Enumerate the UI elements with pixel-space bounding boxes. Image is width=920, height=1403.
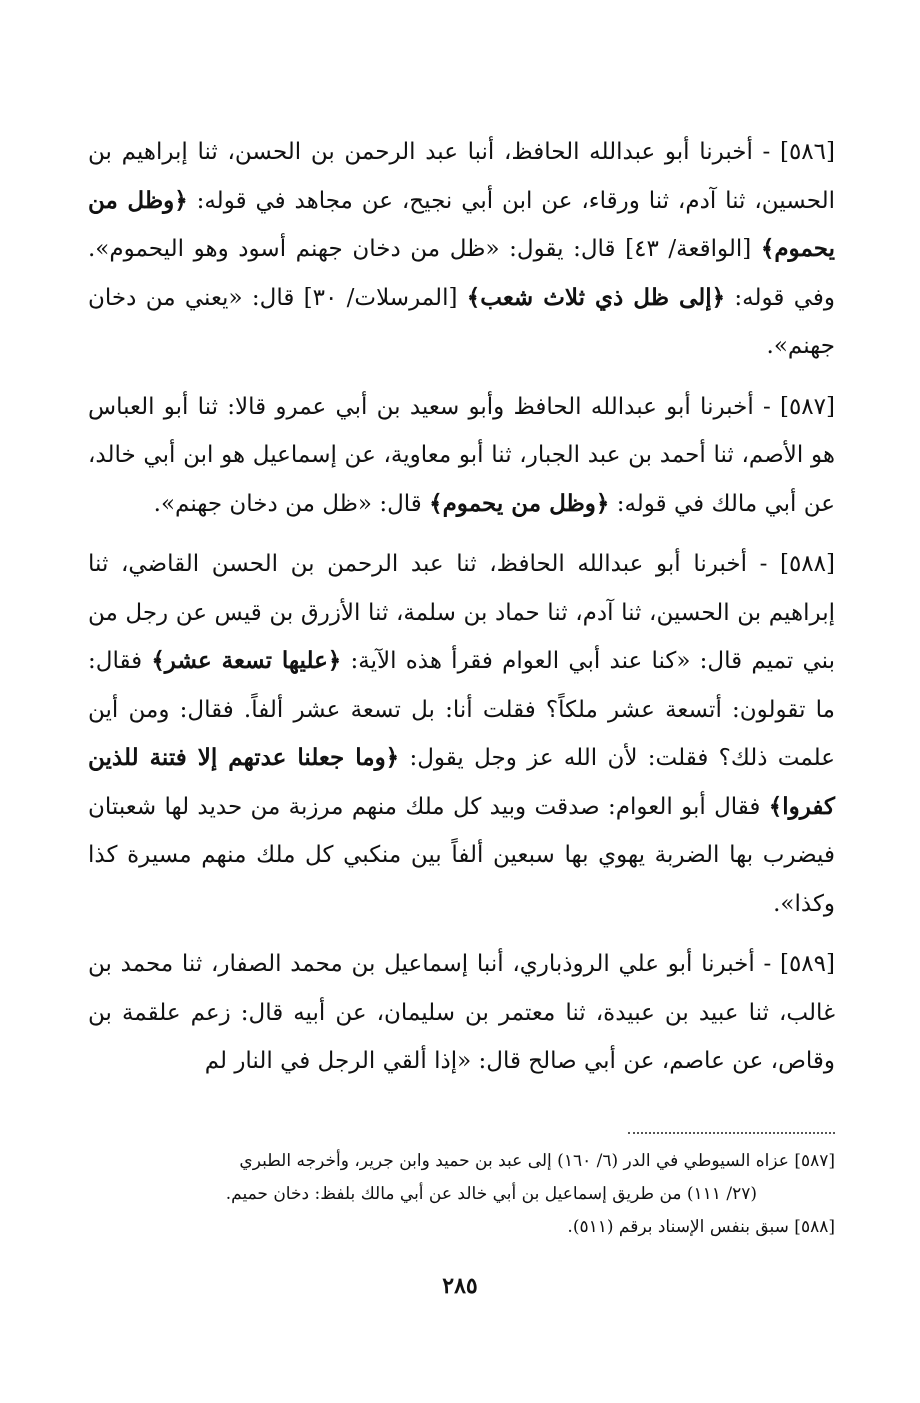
text-segment: فقال: ما تقولون: أتسعة عشر ملكاً؟ فقلت أنا: بل تسعة عشر ألفاً. فقال: ومن أين علمت ذلك؟ فقلت: لأن الله عز وجل يقول:: [88, 648, 836, 771]
text-segment: [الواقعة/ ٤٣] قال: يقول: «ظل من دخان جهنم أسود وهو اليحموم». وفي قوله:: [88, 236, 835, 311]
text-segment: [٥٨٨] - أخبرنا أبو عبدالله الحافظ، ثنا عبد الرحمن بن الحسن القاضي، ثنا إبراهيم بن الحسين، ثنا آدم، ثنا حماد بن سلمة، ثنا الأزرق بن قيس عن رجل من بني تميم قال: «كنا عند أبي العوام فقرأ هذه الآية:: [88, 551, 835, 674]
page-number: ٢٨٥: [442, 1273, 478, 1299]
text-segment: [٥٨٩] - أخبرنا أبو علي الروذباري، أنبا إسماعيل بن محمد الصفار، ثنا محمد بن غالب، ثنا عبيد بن عبيدة، ثنا معتمر بن سليمان، عن أبيه قال: زعم علقمة بن وقاص، عن عاصم، عن أبي صالح قال: «إذا ألقي الرجل في النار لم: [88, 951, 835, 1074]
footnote-line: [٥٨٨] سبق بنفس الإسناد برقم (٥١١).: [567, 1217, 835, 1237]
footnote-588: [88, 1211, 835, 1244]
footnote-line: (٢٧/ ١١١) من طريق إسماعيل بن أبي خالد عن أبي مالك بلفظ: دخان حميم.: [225, 1184, 757, 1204]
footnote-587-continuation: [88, 1178, 835, 1211]
paragraph-586: [88, 128, 835, 371]
footnote-line: [٥٨٧] عزاه السيوطي في الدر (٦/ ١٦٠) إلى عبد بن حميد وابن جرير، وأخرجه الطبري: [239, 1151, 835, 1171]
text-segment: [٥٨٧] - أخبرنا أبو عبدالله الحافظ وأبو سعيد بن أبي عمرو قالا: ثنا أبو العباس هو الأصم، ثنا أحمد بن عبد الجبار، ثنا أبو معاوية، عن إسماعيل هو ابن أبي خالد، عن أبي مالك في قوله:: [88, 393, 835, 517]
main-text: [88, 128, 835, 1086]
quran-quote: ﴿وما جعلنا عدتهم إلا فتنة للذين كفروا﴾: [88, 744, 835, 820]
paragraph-588: [88, 540, 835, 928]
paragraph-589: [88, 940, 835, 1086]
quran-quote: ﴿إلى ظل ذي ثلاث شعب﴾: [466, 283, 726, 311]
quran-quote: ﴿وظل من يحموم﴾: [88, 186, 835, 262]
quran-quote: ﴿وظل من يحموم﴾: [429, 489, 610, 517]
text-segment: [المرسلات/ ٣٠] قال: «يعني من دخان جهنم».: [88, 284, 835, 359]
paragraph-587: [88, 383, 835, 529]
quran-quote: ﴿عليها تسعة عشر﴾: [151, 647, 342, 674]
footnotes: [88, 1145, 835, 1244]
text-segment: قال: «ظل من دخان جهنم».: [153, 490, 430, 517]
text-segment: فقال أبو العوام: صدقت وبيد كل ملك منهم مرزبة من حديد لها شعبتان فيضرب بها الضربة يهوي بها سبعين ألفاً بين منكبي كل ملك منهم مسيرة كذا وكذا».: [88, 793, 835, 917]
text-segment: [٥٨٦] - أخبرنا أبو عبدالله الحافظ، أنبا عبد الرحمن بن الحسن، ثنا إبراهيم بن الحسين، ثنا آدم، ثنا ورقاء، عن ابن أبي نجيح، عن مجاهد في قوله:: [88, 139, 835, 214]
footnote-separator: [628, 1132, 835, 1134]
footnote-587: [88, 1145, 835, 1178]
